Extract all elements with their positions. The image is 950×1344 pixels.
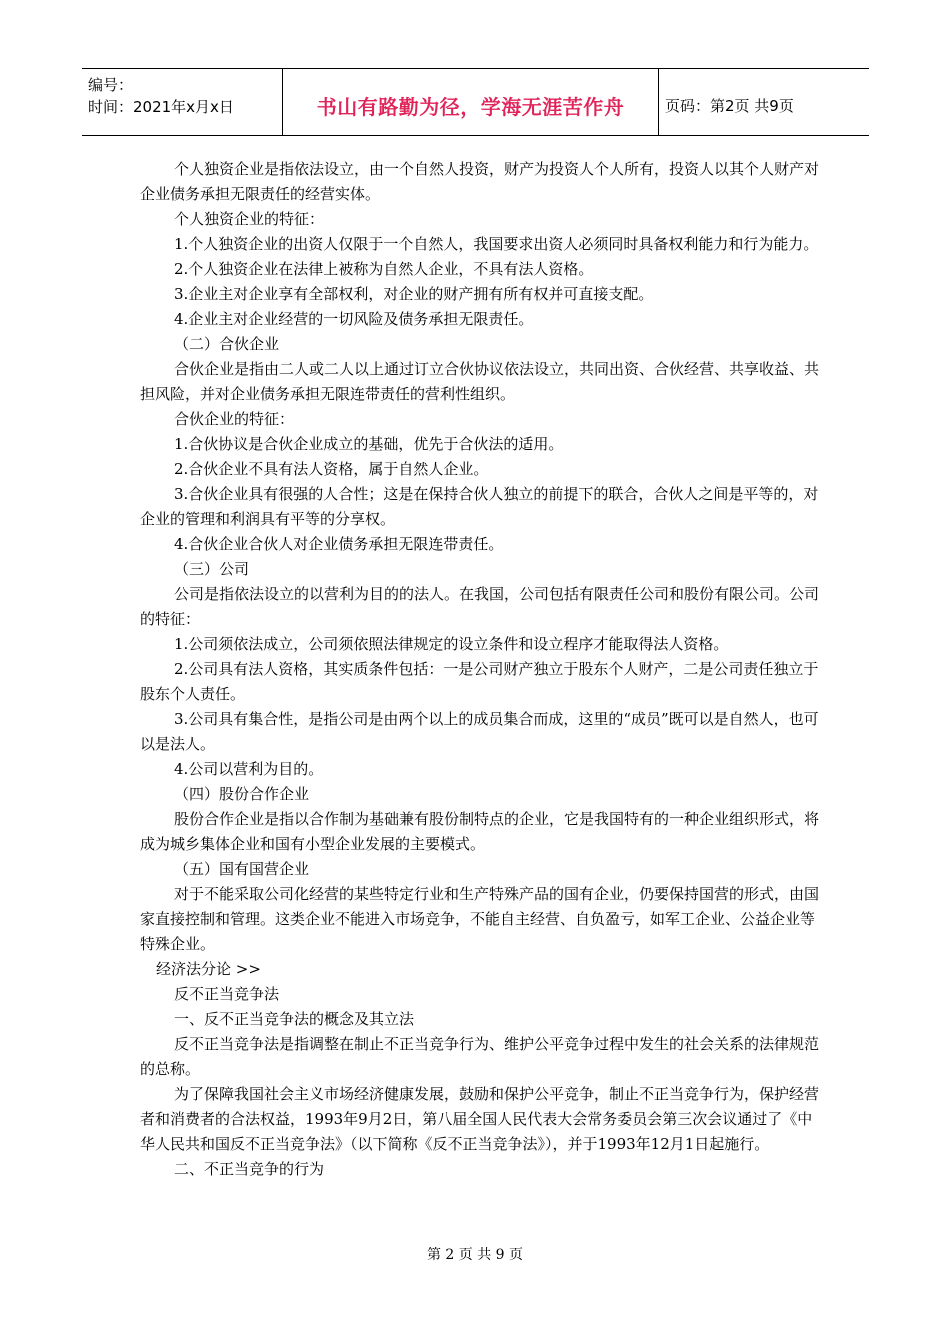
motto-text: 书山有路勤为径，学海无涯苦作舟 [316,95,625,119]
list-item: 1.合伙协议是合伙企业成立的基础，优先于合伙法的适用。 [174,435,564,453]
section-heading: （四）股份合作企业 [174,785,310,803]
list-item: 1.个人独资企业的出资人仅限于一个自然人，我国要求出资人必须同时具备权利能力和行为能力。 [174,235,819,253]
header-meta-cell [82,69,283,135]
paragraph: 合伙企业是指由二人或二人以上通过订立合伙协议依法设立，共同出资、合伙经营、共享收益、共担风险，并对企业债务承担无限连带责任的营利性组织。 [140,360,820,403]
list-item: 1.公司须依法成立，公司须依照法律规定的设立条件和设立程序才能取得法人资格。 [174,635,729,653]
section-heading: 二、不正当竞争的行为 [174,1160,325,1178]
chapter-title: 反不正当竞争法 [174,985,280,1003]
section-heading: 一、反不正当竞争法的概念及其立法 [174,1010,415,1028]
time-label: 时间：2021年x月x日 [88,98,234,116]
page-label: 页码：第2页 共9页 [665,97,794,115]
document-body [140,157,820,1182]
list-item: 3.合伙企业具有很强的人合性；这是在保持合伙人独立的前提下的联合，合伙人之间是平等的，对企业的管理和利润具有平等的分享权。 [140,485,819,528]
section-heading: （五）国有国营企业 [174,860,310,878]
paragraph: 个人独资企业是指依法设立，由一个自然人投资，财产为投资人个人所有，投资人以其个人财产对企业债务承担无限责任的经营实体。 [140,160,820,203]
paragraph: 合伙企业的特征： [174,410,295,428]
list-item: 4.企业主对企业经营的一切风险及债务承担无限责任。 [174,310,534,328]
section-heading: （二）合伙企业 [174,335,280,353]
header-page-cell [659,69,869,135]
paragraph: 对于不能采取公司化经营的某些特定行业和生产特殊产品的国有企业，仍要保持国营的形式，由国家直接控制和管理。这类企业不能进入市场竞争，不能自主经营、自负盈亏，如军工企业、公益企业等特殊企业。 [140,885,820,953]
list-item: 3.公司具有集合性，是指公司是由两个以上的成员集合而成，这里的“成员”既可以是自然人，也可以是法人。 [140,710,819,753]
list-item: 2.合伙企业不具有法人资格，属于自然人企业。 [174,460,489,478]
paragraph: 公司是指依法设立的以营利为目的的法人。在我国，公司包括有限责任公司和股份有限公司。公司的特征： [140,585,820,628]
list-item: 4.合伙企业合伙人对企业债务承担无限连带责任。 [174,535,504,553]
paragraph: 个人独资企业的特征： [174,210,325,228]
list-item: 2.个人独资企业在法律上被称为自然人企业，不具有法人资格。 [174,260,594,278]
header-motto-cell [283,69,659,135]
list-item: 4.公司以营利为目的。 [174,760,324,778]
section-heading: （三）公司 [174,560,250,578]
page-footer: 第 2 页 共 9 页 [426,1247,524,1263]
page-header [82,68,869,136]
paragraph: 股份合作企业是指以合作制为基础兼有股份制特点的企业，它是我国特有的一种企业组织形式，将成为城乡集体企业和国有小型企业发展的主要模式。 [140,810,820,853]
nav-heading: 经济法分论 >> [156,960,261,978]
list-item: 3.企业主对企业享有全部权利，对企业的财产拥有所有权并可直接支配。 [174,285,654,303]
paragraph: 反不正当竞争法是指调整在制止不正当竞争行为、维护公平竞争过程中发生的社会关系的法律规范的总称。 [140,1035,820,1078]
list-item: 2.公司具有法人资格，其实质条件包括：一是公司财产独立于股东个人财产，二是公司责任独立于股东个人责任。 [140,660,819,703]
number-label: 编号： [88,76,134,94]
paragraph: 为了保障我国社会主义市场经济健康发展，鼓励和保护公平竞争，制止不正当竞争行为，保护经营者和消费者的合法权益，1993年9月2日，第八届全国人民代表大会常务委员会第三次会议通过了《中华人民共和国反不正当竞争法》（以下简称《反不正当竞争法》），并于1993年12月1日起施行。 [140,1085,820,1153]
